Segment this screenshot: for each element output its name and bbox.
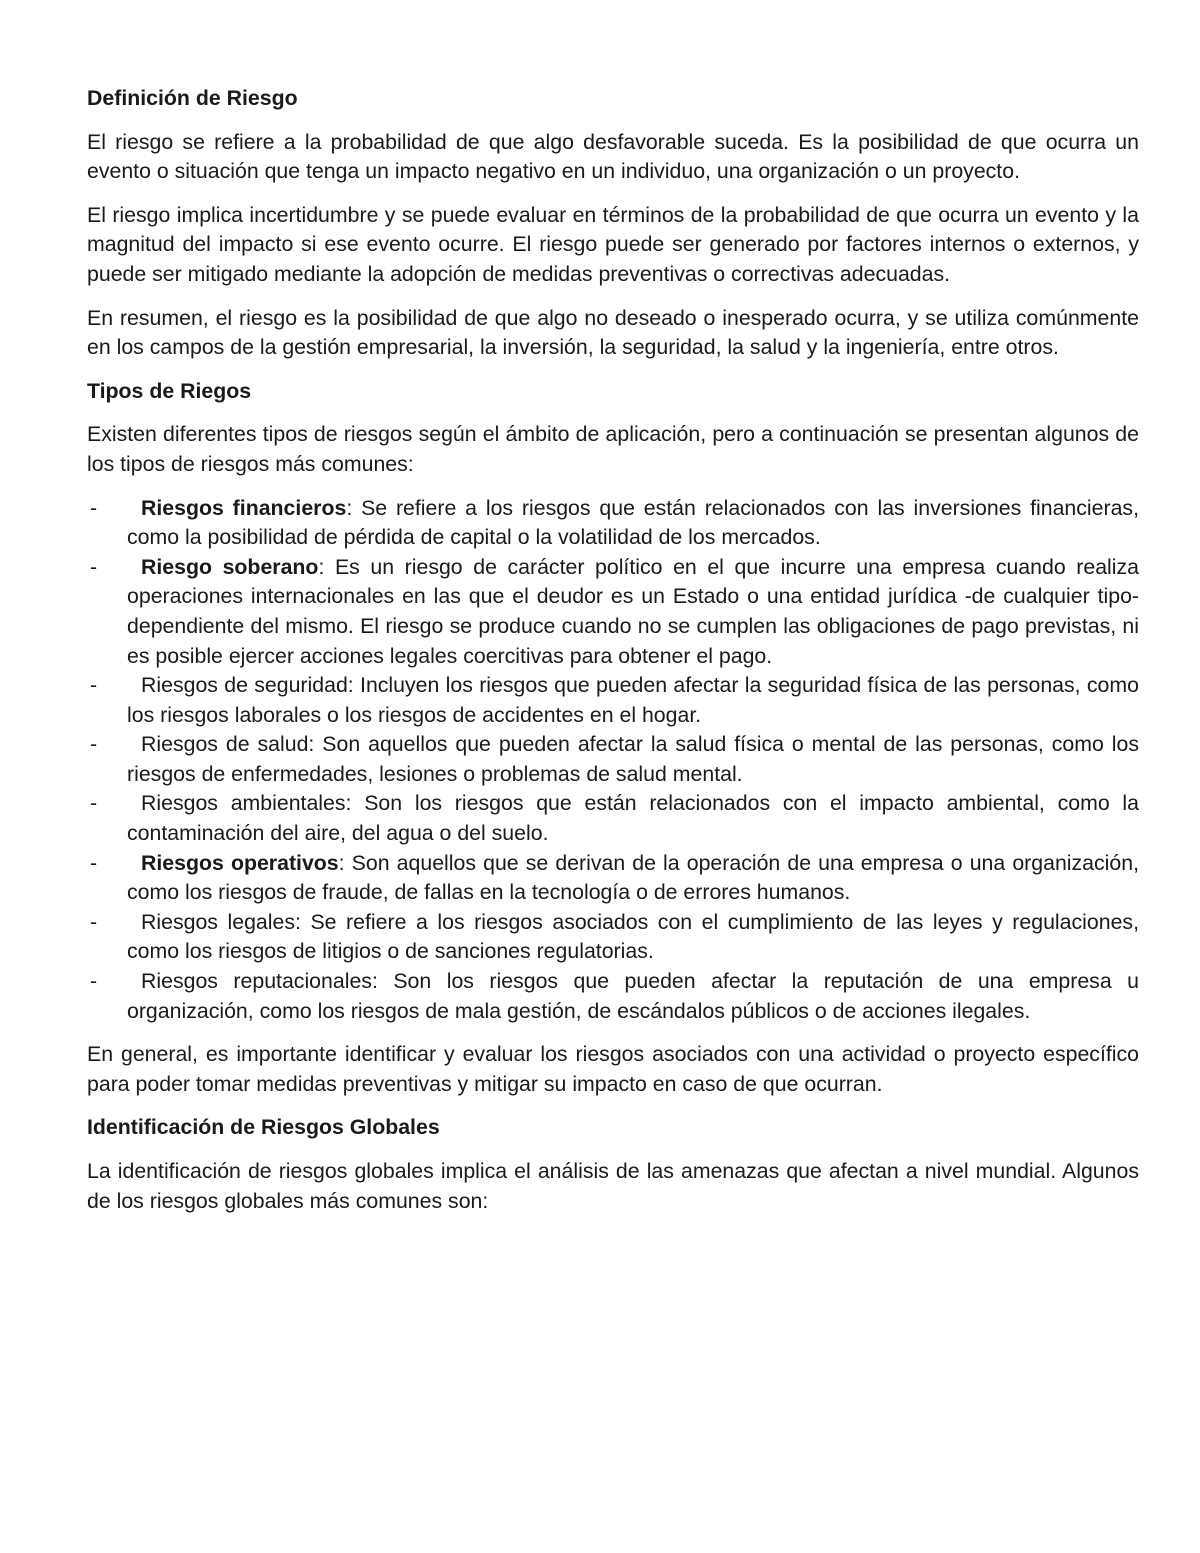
risk-description: : Son aquellos que se derivan de la operación de una empresa o una organización, como los riesgos de fraude, de fallas en la tecnología o de errores humanos. <box>127 850 1140 905</box>
bullet-dash: - <box>90 554 98 579</box>
list-item <box>87 967 1139 1026</box>
risk-types-list <box>87 494 1139 1027</box>
risk-term: Riesgos de salud <box>141 732 309 757</box>
bullet-dash: - <box>90 673 98 698</box>
list-item <box>87 908 1139 967</box>
bullet-dash: - <box>90 791 98 816</box>
risk-description: : Son los riesgos que pueden afectar la reputación de una empresa u organización, como los riesgos de mala gestión, de escándalos públicos o de acciones ilegales. <box>127 969 1139 1023</box>
paragraph-definicion-1: El riesgo se refiere a la probabilidad de que algo desfavorable suceda. Es la posibilidad de que ocurra un evento o situación que tenga un impacto negativo en un individuo, una organización o un proyecto. <box>87 129 1139 184</box>
bullet-dash: - <box>90 969 98 994</box>
risk-description: : Es un riesgo de carácter político en el que incurre una empresa cuando realiza operaciones internacionales en las que el deudor es un Estado o una entidad jurídica -de cualquier tipo- dependiente del mismo. El riesgo se produce cuando no se cumplen las obligaciones de pago previstas, ni es posible ejercer acciones legales coercitivas para obtener el pago. <box>127 554 1140 668</box>
risk-description: : Se refiere a los riesgos que están relacionados con las inversiones financieras, como la posibilidad de pérdida de capital o la volatilidad de los mercados. <box>127 495 1139 550</box>
bullet-dash: - <box>90 850 98 875</box>
risk-term: Riesgos financieros <box>141 495 347 520</box>
list-item <box>87 789 1139 848</box>
paragraph-globales-intro: La identificación de riesgos globales implica el análisis de las amenazas que afectan a nivel mundial. Algunos de los riesgos globales más comunes son: <box>87 1159 1139 1213</box>
heading-tipos: Tipos de Riegos <box>87 378 252 403</box>
list-item <box>87 553 1139 671</box>
risk-term: Riesgos de seguridad <box>141 673 348 698</box>
risk-description: : Se refiere a los riesgos asociados con el cumplimiento de las leyes y regulaciones, como los riesgos de litigios o de sanciones regulatorias. <box>127 909 1139 964</box>
paragraph-tipos-closing: En general, es importante identificar y evaluar los riesgos asociados con una actividad o proyecto específico para poder tomar medidas preventivas y mitigar su impacto en caso de que ocurran. <box>87 1042 1139 1096</box>
bullet-dash: - <box>90 495 98 520</box>
risk-term: Riesgos reputacionales <box>141 969 372 994</box>
risk-description: : Incluyen los riesgos que pueden afectar la seguridad física de las personas, como los riesgos laborales o los riesgos de accidentes en el hogar. <box>127 673 1139 727</box>
risk-description: : Son los riesgos que están relacionados con el impacto ambiental, como la contaminación del aire, del agua o del suelo. <box>127 791 1139 846</box>
risk-term: Riesgos legales <box>141 909 295 934</box>
risk-description: : Son aquellos que pueden afectar la salud física o mental de las personas, como los riesgos de enfermedades, lesiones o problemas de salud mental. <box>127 732 1139 786</box>
bullet-dash: - <box>90 732 98 757</box>
heading-globales: Identificación de Riesgos Globales <box>87 1115 440 1140</box>
risk-term: Riesgos ambientales <box>141 791 346 816</box>
paragraph-definicion-2: El riesgo implica incertidumbre y se puede evaluar en términos de la probabilidad de que ocurra un evento y la magnitud del impacto si ese evento ocurre. El riesgo puede ser generado por factores internos o externos, y puede ser mitigado mediante la adopción de medidas preventivas o correctivas adecuadas. <box>87 202 1139 286</box>
paragraph-definicion-3: En resumen, el riesgo es la posibilidad de que algo no deseado o inesperado ocurra, y se utiliza comúnmente en los campos de la gestión empresarial, la inversión, la seguridad, la salud y la ingeniería, entre otros. <box>87 305 1139 360</box>
list-item <box>87 849 1139 908</box>
risk-term: Riesgos operativos <box>141 850 339 875</box>
bullet-dash: - <box>90 909 98 934</box>
list-item <box>87 730 1139 789</box>
heading-definicion: Definición de Riesgo <box>87 86 298 110</box>
paragraph-tipos-intro: Existen diferentes tipos de riesgos según el ámbito de aplicación, pero a continuación se presentan algunos de los tipos de riesgos más comunes: <box>87 422 1139 476</box>
list-item <box>87 671 1139 730</box>
risk-term: Riesgo soberano <box>141 554 319 579</box>
list-item <box>87 494 1139 553</box>
